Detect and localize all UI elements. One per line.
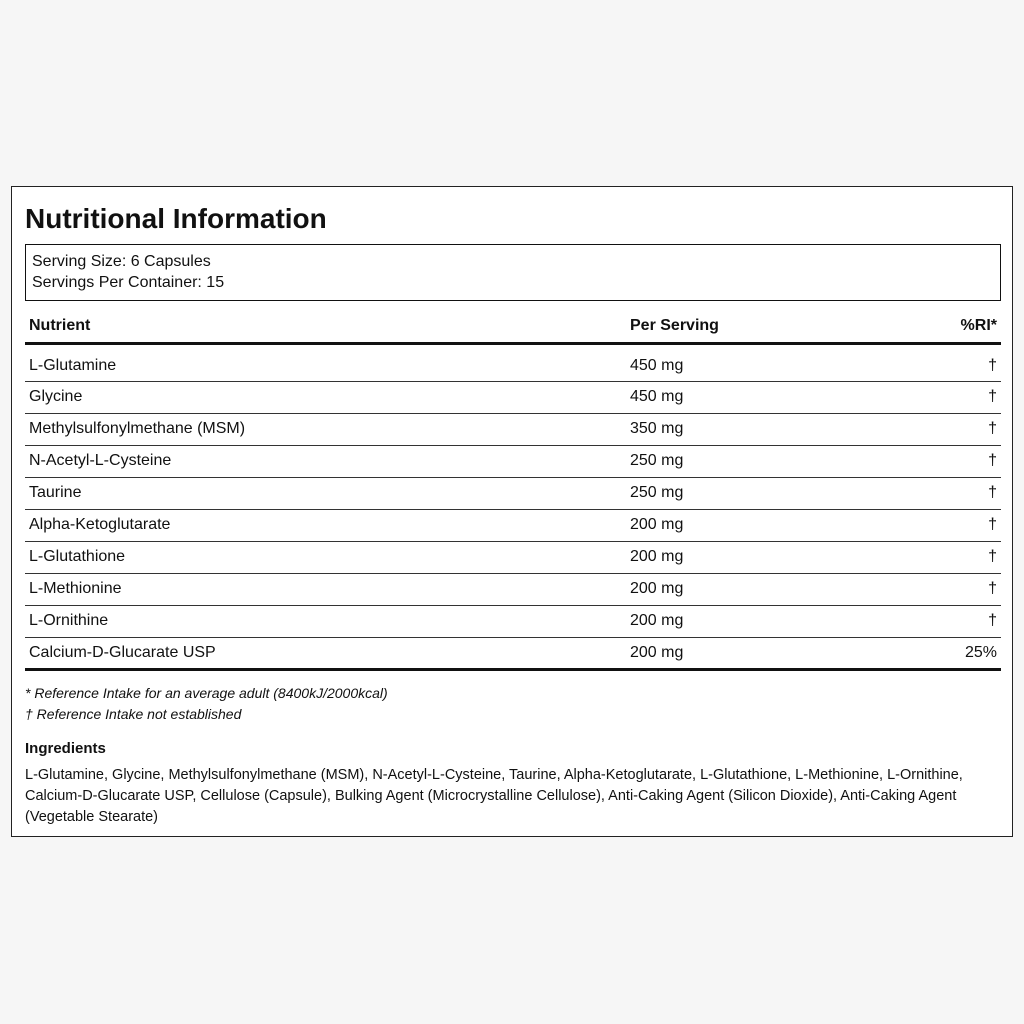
nutrient-name: Methylsulfonylmethane (MSM): [25, 413, 626, 445]
page-title: Nutritional Information: [25, 203, 327, 234]
nutrient-name: Alpha-Ketoglutarate: [25, 509, 626, 541]
table-row: [25, 637, 1001, 669]
nutrient-ri: †: [876, 381, 1001, 413]
table-row: [25, 413, 1001, 445]
table-row: [25, 381, 1001, 413]
nutrition-panel: [11, 186, 1013, 837]
table-row: [25, 445, 1001, 477]
table-row: [25, 509, 1001, 541]
nutrient-amount: 200 mg: [626, 509, 876, 541]
nutrient-name: Glycine: [25, 381, 626, 413]
nutrient-name: L-Glutathione: [25, 541, 626, 573]
nutrient-name: Taurine: [25, 477, 626, 509]
table-row: [25, 541, 1001, 573]
ingredients-heading: Ingredients: [25, 740, 106, 757]
nutrient-amount: 250 mg: [626, 445, 876, 477]
nutrient-ri: 25%: [876, 637, 1001, 669]
table-row: [25, 573, 1001, 605]
table-row: [25, 477, 1001, 509]
nutrient-name: N-Acetyl-L-Cysteine: [25, 445, 626, 477]
nutrient-name: Calcium-D-Glucarate USP: [25, 637, 626, 669]
nutrient-ri: †: [876, 573, 1001, 605]
nutrient-name: L-Glutamine: [25, 343, 626, 381]
footnotes: [25, 683, 388, 725]
nutrient-name: L-Methionine: [25, 573, 626, 605]
nutrient-ri: †: [876, 541, 1001, 573]
nutrient-amount: 200 mg: [626, 573, 876, 605]
serving-size: Serving Size: 6 Capsules: [32, 253, 211, 270]
nutrient-ri: †: [876, 509, 1001, 541]
nutrient-ri: †: [876, 413, 1001, 445]
nutrient-name: L-Ornithine: [25, 605, 626, 637]
nutrient-amount: 350 mg: [626, 413, 876, 445]
nutrient-amount: 450 mg: [626, 381, 876, 413]
nutrient-ri: †: [876, 605, 1001, 637]
table-row: [25, 605, 1001, 637]
table-row: [25, 343, 1001, 381]
nutrient-amount: 250 mg: [626, 477, 876, 509]
footnote-reference-intake: * Reference Intake for an average adult (8400kJ/2000kcal): [25, 685, 388, 701]
servings-per-container: Servings Per Container: 15: [32, 274, 225, 291]
nutrient-amount: 450 mg: [626, 343, 876, 381]
nutrient-amount: 200 mg: [626, 541, 876, 573]
nutrient-table: [25, 310, 1001, 671]
header-ri: %RI*: [876, 310, 1001, 343]
footnote-not-established: † Reference Intake not established: [25, 706, 242, 722]
nutrient-amount: 200 mg: [626, 605, 876, 637]
header-per-serving: Per Serving: [626, 310, 876, 343]
nutrient-ri: †: [876, 343, 1001, 381]
ingredients-text: L-Glutamine, Glycine, Methylsulfonylmethane (MSM), N-Acetyl-L-Cysteine, Taurine, Alpha-Ketoglutarate, L-Glutathione, L-Methionine, L-Ornithine, Calcium-D-Glucarate USP, Cellulose (Capsule), Bulking Agent (Microcrystalline Cellulose), Anti-Caking Agent (Silicon Dioxide), Anti-Caking Agent (Vegetable Stearate): [25, 767, 963, 825]
serving-info-box: [25, 244, 1001, 301]
header-nutrient: Nutrient: [25, 310, 626, 343]
nutrient-amount: 200 mg: [626, 637, 876, 669]
table-header-row: [25, 310, 1001, 343]
nutrient-ri: †: [876, 445, 1001, 477]
nutrient-ri: †: [876, 477, 1001, 509]
